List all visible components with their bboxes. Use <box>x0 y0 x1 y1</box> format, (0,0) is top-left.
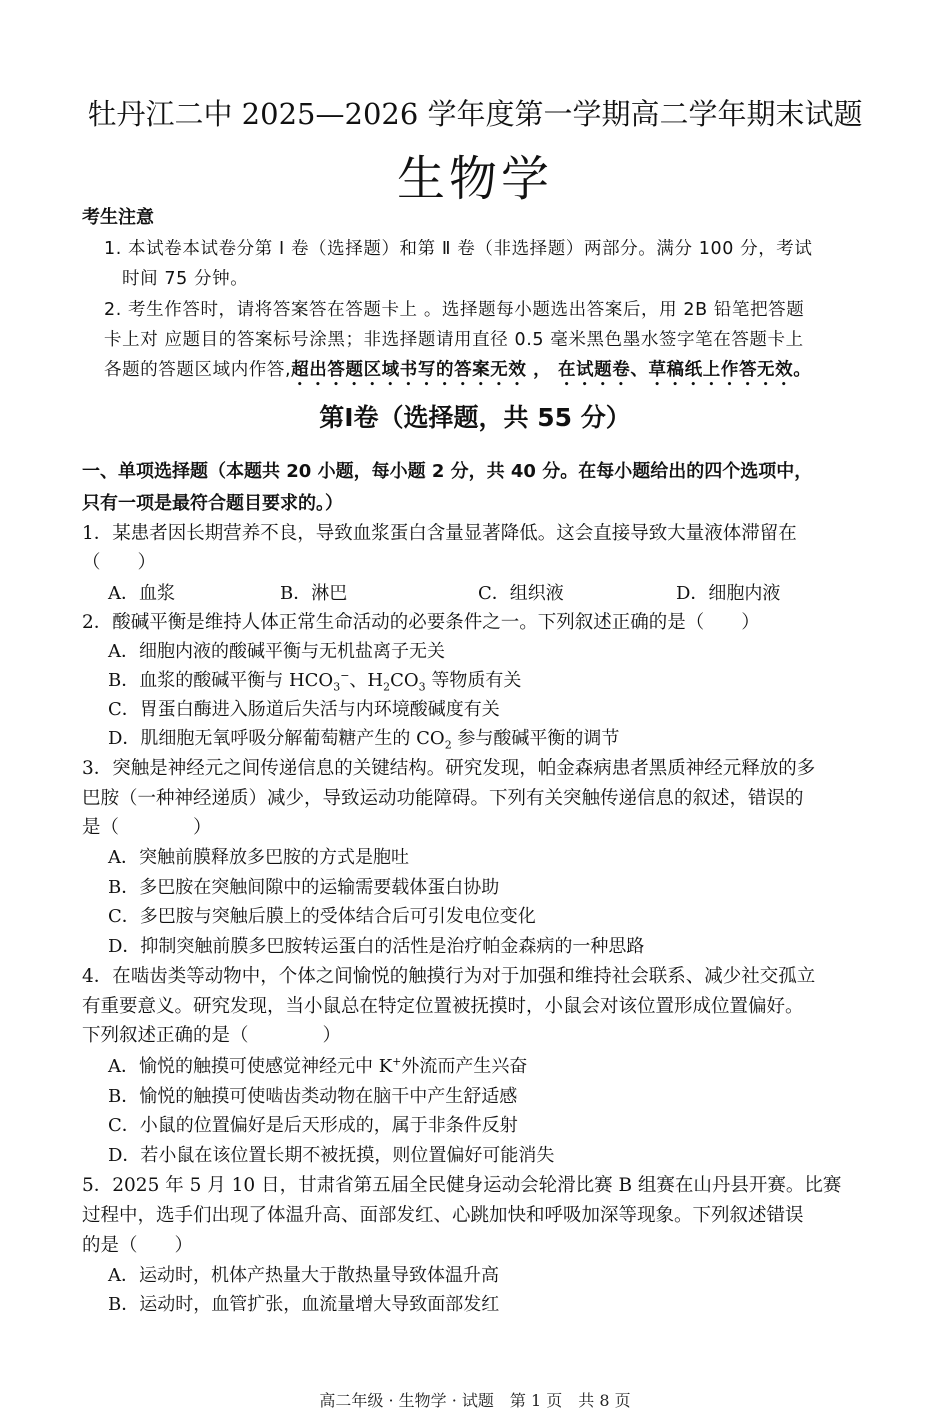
q3-stem-line3: 是（ ） <box>82 817 212 838</box>
notice-item2-line3 <box>104 356 811 390</box>
q2-subscript: 2 <box>383 680 391 694</box>
notice-item1-line1: 1. 本试卷本试卷分第 Ⅰ 卷（选择题）和第 Ⅱ 卷（非选择题）两部分。满分 100 分，考试 <box>104 239 813 259</box>
part1-instructions-line1: 一、单项选择题（本题共 20 小题，每小题 2 分，共 40 分。在每小题给出的四个选项中， <box>82 461 813 482</box>
notice-emphasis-text: 超出答题区域书写的答案无效 ， 在试题卷、草稿纸上作答无效。 <box>291 360 812 380</box>
q4-option-a-text: A．愉悦的触摸可使感觉神经元中 K <box>108 1056 393 1077</box>
q2-stem: 2．酸碱平衡是维持人体正常生命活动的必要条件之一。下列叙述正确的是（ ） <box>82 612 760 633</box>
q5-option-b: B．运动时，血管扩张，血流量增大导致面部发红 <box>108 1294 500 1315</box>
q2-subscript: 3 <box>333 680 341 694</box>
q4-option-a-text: 外流而产生兴奋 <box>401 1056 528 1077</box>
section-title: 第Ⅰ卷（选择题，共 55 分） <box>319 403 631 432</box>
q3-option-a: A．突触前膜释放多巴胺的方式是胞吐 <box>108 847 409 868</box>
q4-option-d: D．若小鼠在该位置长期不被抚摸，则位置偏好可能消失 <box>108 1145 555 1166</box>
q1-stem-line2: （ ） <box>82 552 157 573</box>
q4-superscript: + <box>392 1055 402 1068</box>
q2-option-d <box>108 724 619 752</box>
notice-heading: 考生注意 <box>82 207 154 228</box>
exam-title: 牡丹江二中 2025—2026 学年度第一学期高二学年期末试题 <box>87 97 863 131</box>
q3-option-b: B．多巴胺在突触间隙中的运输需要载体蛋白协助 <box>108 877 500 898</box>
q3-option-d: D．抑制突触前膜多巴胺转运蛋白的活性是治疗帕金森病的一种思路 <box>108 936 645 957</box>
q2-option-b <box>108 666 521 694</box>
notice-item2-line2: 卡上对 应题目的答案标号涂黑；非选择题请用直径 0.5 毫米黑色墨水签字笔在答题卡上 <box>104 330 804 350</box>
q4-option-a <box>108 1052 527 1078</box>
q4-stem-line2: 有重要意义。研究发现，当小鼠总在特定位置被抚摸时，小鼠会对该位置形成位置偏好。 <box>82 996 804 1017</box>
q4-stem-line3: 下列叙述正确的是（ ） <box>82 1025 342 1046</box>
q1-stem-line1: 1．某患者因长期营养不良，导致血浆蛋白含量显著降低。这会直接导致大量液体滞留在 <box>82 523 797 544</box>
q3-stem-line2: 巴胺（一种神经递质）减少，导致运动功能障碍。下列有关突触传递信息的叙述，错误的 <box>82 788 804 809</box>
q4-option-c: C．小鼠的位置偏好是后天形成的，属于非条件反射 <box>108 1115 518 1136</box>
q2-option-c: C．胃蛋白酶进入肠道后失活与内环境酸碱度有关 <box>108 699 500 720</box>
subject-title: 生物学 <box>396 151 553 207</box>
q1-option-d: D．细胞内液 <box>676 583 781 604</box>
part1-instructions-line2: 只有一项是最符合题目要求的。） <box>82 493 343 514</box>
q3-stem-line1: 3．突触是神经元之间传递信息的关键结构。研究发现，帕金森病患者黑质神经元释放的多 <box>82 758 816 779</box>
q3-option-c: C．多巴胺与突触后膜上的受体结合后可引发电位变化 <box>108 906 536 927</box>
q2-option-b-text: 等物质有关 <box>425 670 522 691</box>
q2-option-b-text: 、H <box>349 670 384 691</box>
q5-stem-line3: 的是（ ） <box>82 1235 194 1256</box>
q4-option-b: B．愉悦的触摸可使啮齿类动物在脑干中产生舒适感 <box>108 1086 518 1107</box>
q2-option-a: A．细胞内液的酸碱平衡与无机盐离子无关 <box>108 641 445 662</box>
page-footer: 高二年级 · 生物学 · 试题 第 1 页 共 8 页 <box>319 1391 631 1410</box>
q2-superscript: − <box>340 669 350 682</box>
q4-stem-line1: 4．在啮齿类等动物中，个体之间愉悦的触摸行为对于加强和维持社会联系、减少社交孤立 <box>82 966 816 987</box>
q2-option-d-text: D．肌细胞无氧呼吸分解葡萄糖产生的 CO <box>108 728 445 749</box>
notice-item2-line1: 2. 考生作答时，请将答案答在答题卡上 。选择题每小题选出答案后，用 2B 铅笔把答题 <box>104 300 805 320</box>
q2-option-b-text: CO <box>390 670 419 691</box>
q1-option-c: C．组织液 <box>478 583 564 604</box>
q2-subscript: 3 <box>418 680 426 694</box>
q1-option-b: B．淋巴 <box>280 583 348 604</box>
q2-subscript: 2 <box>444 738 452 752</box>
q1-option-a: A．血浆 <box>108 583 175 604</box>
q5-stem-line2: 过程中，选手们出现了体温升高、面部发红、心跳加快和呼吸加深等现象。下列叙述错误 <box>82 1205 804 1226</box>
notice-item2-line3-plain: 各题的答题区域内作答, <box>104 360 292 380</box>
q2-option-b-text: B．血浆的酸碱平衡与 HCO <box>108 670 334 691</box>
q5-stem-line1: 5．2025 年 5 月 10 日，甘肃省第五届全民健身运动会轮滑比赛 B 组赛在山丹县开赛。比赛 <box>82 1175 842 1196</box>
q2-option-d-text: 参与酸碱平衡的调节 <box>451 728 620 749</box>
q5-option-a: A．运动时，机体产热量大于散热量导致体温升高 <box>108 1265 499 1286</box>
notice-item1-line2: 时间 75 分钟。 <box>122 269 249 289</box>
